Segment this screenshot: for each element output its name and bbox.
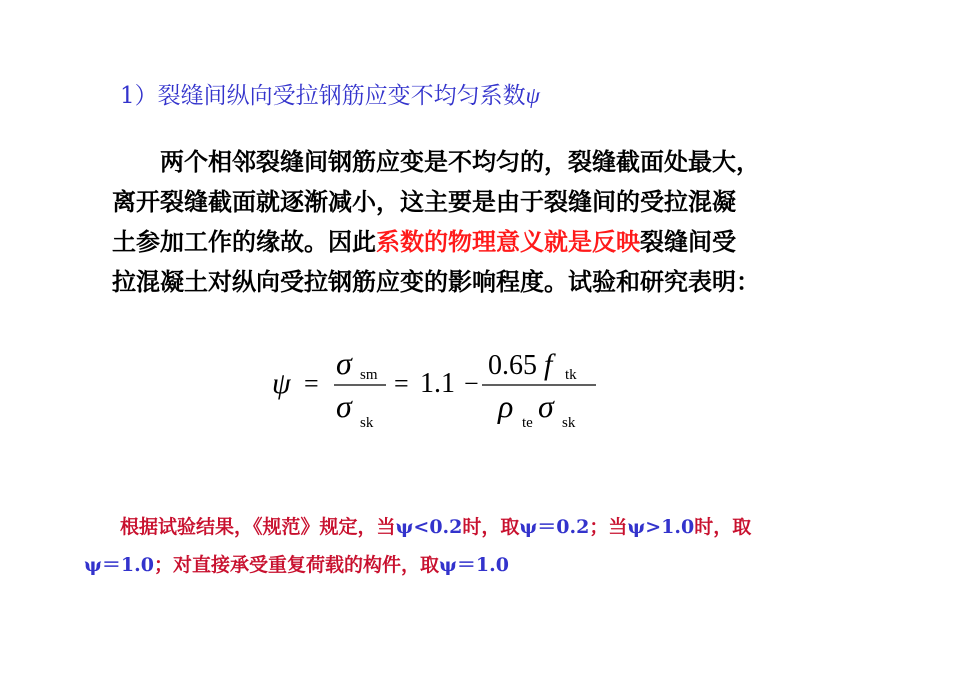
formula-minus: −: [464, 369, 479, 398]
note-l2-a: ；对直接承受重复荷载的构件，取: [153, 554, 439, 576]
note-psi-eq-02: ψ＝0.2: [519, 516, 590, 538]
formula-psi: ψ: [272, 367, 291, 400]
formula-sigma-bottom: σ: [336, 388, 352, 424]
formula-sub-te: te: [522, 415, 533, 431]
note-l1-d: 时，取: [694, 516, 752, 538]
formula-sub-sk-2: sk: [562, 415, 576, 431]
paragraph-line-3-start: 土参加工作的缘故。因此: [112, 227, 376, 256]
formula-sub-tk: tk: [565, 367, 577, 383]
heading-text: 1）裂缝间纵向受拉钢筋应变不均匀系数: [120, 83, 526, 109]
formula-svg: [270, 338, 630, 438]
formula-constant: 1.1: [420, 368, 455, 399]
paragraph-line-3-end: 裂缝间受: [640, 227, 736, 256]
note-l1-a: 根据试验结果，《规范》规定，当: [120, 516, 396, 538]
note-psi-eq-10-a: ψ＝1.0: [84, 554, 154, 576]
formula-sigma-denominator: σ: [538, 388, 554, 424]
note-psi-eq-10-b: ψ＝1.0: [438, 554, 509, 576]
formula-rho: ρ: [498, 388, 514, 424]
paragraph-line-1: 两个相邻裂缝间钢筋应变是不均匀的，裂缝截面处最大，: [160, 147, 760, 176]
note-psi-gt: ψ>1.0: [627, 516, 695, 538]
note-l1-c: ；当: [589, 516, 628, 538]
code-provision-note: [84, 508, 904, 584]
section-heading: [120, 80, 540, 112]
highlighted-phrase: 系数的物理意义就是反映: [376, 227, 640, 256]
formula-sub-sm: sm: [360, 367, 378, 383]
formula-sub-sk-1: sk: [360, 415, 374, 431]
paragraph-line-3: [112, 222, 872, 262]
note-line-1: [84, 508, 904, 546]
paragraph-line-4: 拉混凝土对纵向受拉钢筋应变的影响程度。试验和研究表明：: [112, 267, 760, 296]
formula-coefficient: 0.65: [488, 350, 537, 381]
note-line-2: [84, 546, 904, 584]
formula-equals-2: =: [394, 369, 409, 398]
heading-psi-symbol: ψ: [525, 83, 540, 108]
formula-equals-1: =: [304, 369, 319, 398]
note-psi-lt: ψ<0.2: [395, 516, 463, 538]
explanation-paragraph: [112, 142, 872, 302]
formula-f: f: [544, 348, 553, 381]
note-l1-b: 时，取: [462, 516, 520, 538]
paragraph-line-2: 离开裂缝截面就逐渐减小，这主要是由于裂缝间的受拉混凝: [112, 187, 736, 216]
psi-formula: [270, 338, 630, 438]
formula-sigma-top: σ: [336, 345, 352, 381]
